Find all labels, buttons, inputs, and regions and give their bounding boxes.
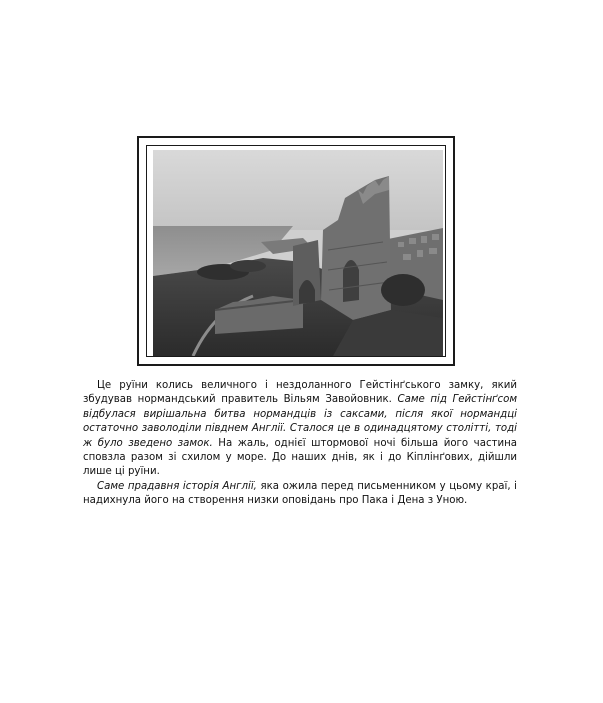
paragraph (83, 480, 517, 509)
italic-text-run: Саме під Гейстінґсом відбулася вирішальна битва нормандців із саксами, після якої нормандці остаточно заволоділи півднем Англії. Сталося це в одинадцятому столітті, тоді ж було зведено замок. (83, 394, 518, 449)
castle-ruins-photo (153, 150, 443, 356)
castle-ruins-image (153, 150, 443, 356)
photo-frame (137, 136, 455, 366)
text-run: На жаль, однієї штормової ночі більша його частина сповзла разом зі схилом у море. До наших днів, як і до Кіплінґових, дійшли лише ці руїни. (83, 437, 518, 478)
body-text (83, 379, 517, 509)
italic-text-run: Саме прадавня історія Англії, (97, 480, 261, 492)
paragraph (83, 379, 517, 480)
text-run: яка ожила перед письменником у цьому краї, і надихнула його на створення низки оповідань про Пака і Дена з Уною. (83, 480, 518, 507)
text-run: Це руїни колись величного і нездоланного Гейстінґського замку, який збудував нормандський правитель Вільям Завойовник. (83, 380, 517, 406)
